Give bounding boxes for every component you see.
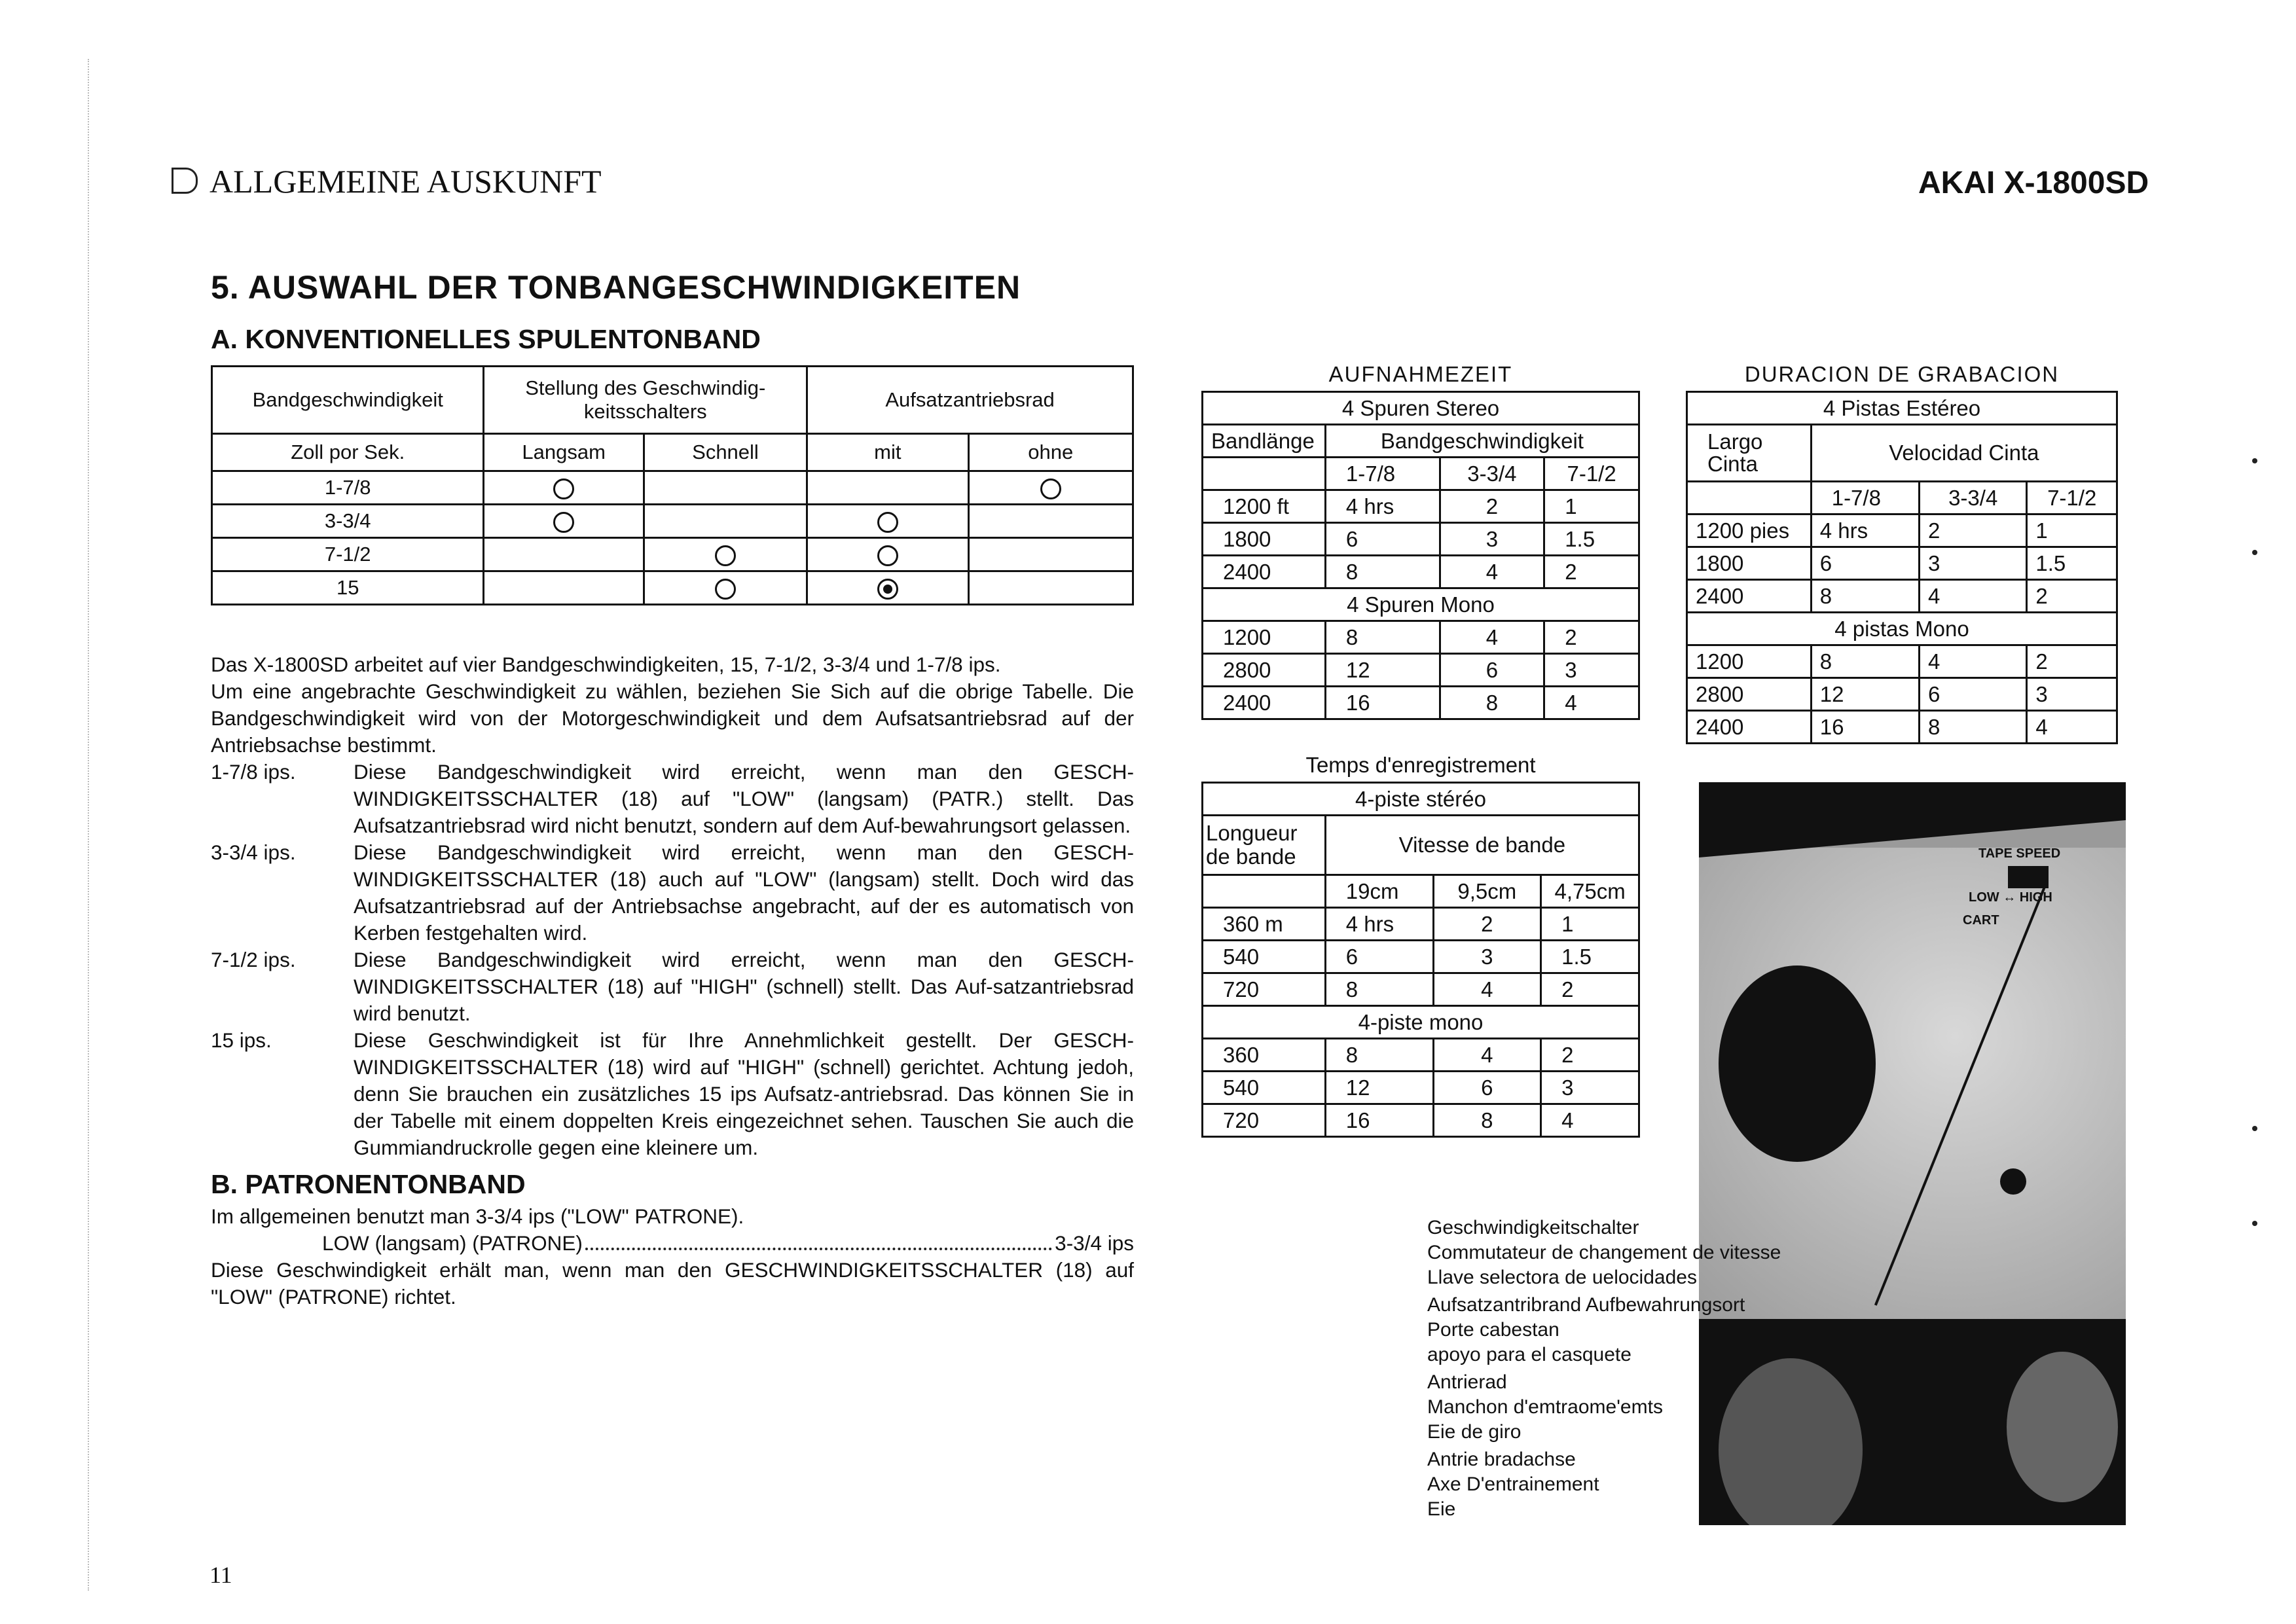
cell: 8: [1433, 1104, 1541, 1137]
callout-text: Eie: [1427, 1498, 1456, 1520]
cell: 720: [1203, 973, 1326, 1006]
table-row: [212, 471, 1133, 505]
table-row: [212, 571, 1133, 605]
deck-top-band: [1699, 782, 2126, 857]
table-title: Temps d'enregistrement: [1305, 753, 1536, 777]
cell: 2800: [1687, 678, 1812, 711]
table-row: [1203, 556, 1639, 588]
definition-item: [211, 759, 1134, 839]
table-row: [1203, 973, 1639, 1006]
cell: 8: [1325, 973, 1433, 1006]
callout-speed-switch: [1427, 1216, 1781, 1290]
edge-mark: [2252, 1221, 2257, 1226]
table-title: DURACION DE GRABACION: [1744, 362, 2060, 386]
small-switch: [2000, 1168, 2026, 1195]
mono-label: 4-piste mono: [1203, 1006, 1639, 1039]
table-row: [1687, 711, 2117, 744]
callout-text: Manchon d'emtraome'emts: [1427, 1396, 1663, 1418]
callout-text: Porte cabestan: [1427, 1319, 1559, 1341]
header-fast: Schnell: [644, 434, 807, 471]
cell: 360: [1203, 1039, 1326, 1072]
cell: 1.5: [2027, 547, 2117, 580]
speed-cell: 1-7/8: [212, 471, 484, 505]
table-row: [1687, 514, 2117, 547]
cell: 2: [1920, 514, 2027, 547]
header-speed: Bandgeschwindigkeit: [212, 367, 484, 434]
cell: 720: [1203, 1104, 1326, 1137]
cell: 1200: [1203, 621, 1326, 654]
definition-item: [211, 1027, 1134, 1161]
cell: 2: [1544, 621, 1639, 654]
cell: 2400: [1687, 711, 1812, 744]
stereo-label: 4-piste stéréo: [1203, 783, 1639, 816]
definition-text: Diese Bandgeschwindigkeit wird erreicht, wenn man den GESCH-WINDIGKEITSSCHALTER (18) auf "LOW" (langsam) (PATR.) stellt. Das Aufsatzantriebsrad wird nicht benutzt, sondern auf dem Auf-bewahrungsort gelassen.: [354, 760, 1134, 837]
cell: 2: [2027, 645, 2117, 678]
model-name: AKAI X-1800SD: [1918, 166, 2149, 200]
cell: 12: [1325, 1072, 1433, 1104]
cell: 4: [1440, 621, 1544, 654]
cell: 2400: [1203, 687, 1326, 719]
cell: 1200: [1687, 645, 1812, 678]
cell: 3: [1920, 547, 2027, 580]
col-length: Bandlänge: [1203, 425, 1326, 458]
definition-item: [211, 947, 1134, 1027]
subsection-a-title: A. KONVENTIONELLES SPULENTONBAND: [211, 324, 761, 354]
circle-icon: [715, 545, 736, 566]
header-with: mit: [807, 434, 968, 471]
callout-text: apoyo para el casquete: [1427, 1344, 1631, 1365]
scan-margin-line: [88, 59, 89, 1591]
table-row: [1687, 645, 2117, 678]
cell: 3: [2027, 678, 2117, 711]
cell: 2: [1440, 490, 1544, 523]
definition-text: Diese Geschwindigkeit ist für Ihre Annehmlichkeit gestellt. Der GESCH-WINDIGKEITSSCHALTER (18) wird auf "HIGH" (schnell) gerichtet. Achtung jedoh, denn Sie brauchen ein zusätzliches 15 ips Aufsatz-antriebsrad. Das können Sie in der Tabelle mit einem doppelten Kreis eingezeichnet sehen. Tauschen Sie auch die Gummiandruckrolle gegen eine kleinere um.: [354, 1028, 1134, 1159]
cart-setting-label: LOW (langsam) (PATRONE): [322, 1231, 583, 1255]
intro-paragraph: Um eine angebrachte Geschwindigkeit zu wählen, beziehen Sie Sich auf die obrige Tabelle. Die Bandgeschwindigkeit wird von der Motorgeschwindigkeit und dem Aufsatsantriebsrad auf der Antriebsachse bestimmt.: [211, 679, 1134, 757]
cell: 6: [1920, 678, 2027, 711]
speed-cell: 3-3/4: [212, 505, 484, 538]
recording-time-table-fr: [1201, 753, 1640, 1138]
page-number: 11: [210, 1562, 232, 1588]
col-length: Largo Cinta: [1687, 425, 1812, 482]
cell: 4: [1920, 580, 2027, 613]
cell: 8: [1811, 645, 1919, 678]
cart-label: CART: [1963, 913, 1999, 928]
cell: 3: [1433, 941, 1541, 973]
speed-cell: 15: [212, 571, 484, 605]
table-row: [1203, 654, 1639, 687]
cell: 1.5: [1544, 523, 1639, 556]
cell: 1: [1541, 908, 1639, 941]
section-title: ALLGEMEINE AUSKUNFT: [210, 163, 602, 200]
table-row: [1687, 580, 2117, 613]
mono-label: 4 pistas Mono: [1687, 613, 2117, 645]
header-capstan: Aufsatzantriebsrad: [807, 367, 1133, 434]
tape-speed-label: TAPE SPEED: [1978, 846, 2061, 861]
low-label: LOW: [1969, 890, 1999, 905]
cell: 8: [1325, 1039, 1433, 1072]
speed-header: 3-3/4: [1920, 482, 2027, 514]
cell: 1: [1544, 490, 1639, 523]
cell: 2: [1541, 973, 1639, 1006]
cart-setting-value: 3-3/4 ips: [1055, 1231, 1134, 1255]
body-text: [211, 651, 1134, 1310]
callout-text: Aufsatzantribrand Aufbewahrungsort: [1427, 1294, 1745, 1316]
speed-header: 1-7/8: [1811, 482, 1919, 514]
definition-text: Diese Bandgeschwindigkeit wird erreicht, wenn man den GESCH-WINDIGKEITSSCHALTER (18) auch auf "LOW" (langsam) stellt. Doch wird das Aufsatzantriebsrad auf der Antriebsachse angebracht, auf der es automatisch von Kerben festgehalten wird.: [354, 840, 1134, 945]
table-title: AUFNAHMEZEIT: [1328, 362, 1513, 386]
table-row: [1203, 621, 1639, 654]
high-label: HIGH: [2019, 890, 2052, 905]
callout-drive-axle: [1427, 1447, 1781, 1522]
cell: 1800: [1687, 547, 1812, 580]
table-row: [1203, 1039, 1639, 1072]
stereo-label: 4 Pistas Estéreo: [1687, 392, 2117, 425]
cell: 1: [2027, 514, 2117, 547]
cell: 4: [1433, 1039, 1541, 1072]
speed-header: 7-1/2: [2027, 482, 2117, 514]
cell: 4 hrs: [1811, 514, 1919, 547]
cell: 2: [1541, 1039, 1639, 1072]
circle-icon: [1040, 478, 1061, 499]
double-circle-icon: [877, 579, 898, 600]
table-row: [1203, 523, 1639, 556]
cell: 4: [1433, 973, 1541, 1006]
header-without: ohne: [968, 434, 1133, 471]
cell: 2: [1433, 908, 1541, 941]
cell: 4 hrs: [1325, 490, 1440, 523]
cell: 540: [1203, 1072, 1326, 1104]
cell: 8: [1811, 580, 1919, 613]
cell: 540: [1203, 941, 1326, 973]
cell: 4: [1440, 556, 1544, 588]
definition-key: 7-1/2 ips.: [211, 948, 296, 971]
col-length: Longueur de bande: [1203, 816, 1326, 875]
col-speed: Vitesse de bande: [1325, 816, 1639, 875]
intro-paragraph: Das X-1800SD arbeitet auf vier Bandgeschwindigkeiten, 15, 7-1/2, 3-3/4 und 1-7/8 ips.: [211, 653, 1001, 676]
definition-key: 1-7/8 ips.: [211, 760, 296, 784]
table-row: [1203, 908, 1639, 941]
speed-header: 1-7/8: [1325, 458, 1440, 490]
cart-setting-line: [211, 1230, 1134, 1257]
cell: 2: [1544, 556, 1639, 588]
cell: 6: [1811, 547, 1919, 580]
cell: 2400: [1203, 556, 1326, 588]
recording-time-table-es: [1686, 362, 2118, 744]
edge-mark: [2252, 458, 2257, 463]
cell: 2400: [1687, 580, 1812, 613]
cell: 6: [1325, 941, 1433, 973]
cell: 2800: [1203, 654, 1326, 687]
callout-text: Commutateur de changement de vitesse: [1427, 1242, 1781, 1263]
language-tab-icon: [172, 168, 198, 194]
cell: 4: [1544, 687, 1639, 719]
table-row: [1687, 547, 2117, 580]
callout-text: Eie de giro: [1427, 1421, 1522, 1443]
table-row: [212, 538, 1133, 571]
dot-leader: [585, 1230, 1052, 1250]
cell: 4 hrs: [1325, 908, 1433, 941]
cell: 360 m: [1203, 908, 1326, 941]
cart-intro: Im allgemeinen benutzt man 3-3/4 ips ("LOW" PATRONE).: [211, 1204, 744, 1228]
speed-header: 9,5cm: [1433, 875, 1541, 908]
cell: 3: [1440, 523, 1544, 556]
cart-note: Diese Geschwindigkeit erhält man, wenn man den GESCHWINDIGKEITSSCHALTER (18) auf "LOW" (PATRONE) richtet.: [211, 1258, 1134, 1308]
cell: 8: [1325, 621, 1440, 654]
table-row: [1203, 1072, 1639, 1104]
header-slow: Langsam: [484, 434, 644, 471]
speed-selection-table: [211, 365, 1134, 605]
col-speed: Velocidad Cinta: [1811, 425, 2117, 482]
cell: 4: [1920, 645, 2027, 678]
cell: 6: [1440, 654, 1544, 687]
cell: 8: [1440, 687, 1544, 719]
cell: 12: [1811, 678, 1919, 711]
cell: 16: [1811, 711, 1919, 744]
header-switch: Stellung des Geschwindig-keitsschalters: [484, 367, 807, 434]
speed-header: 4,75cm: [1541, 875, 1639, 908]
cell: 1200 ft: [1203, 490, 1326, 523]
cell: 1200 pies: [1687, 514, 1812, 547]
stereo-label: 4 Spuren Stereo: [1203, 392, 1639, 425]
circle-icon: [715, 579, 736, 600]
callout-text: Axe D'entrainement: [1427, 1473, 1599, 1495]
table-row: [212, 505, 1133, 538]
callout-text: Geschwindigkeitschalter: [1427, 1217, 1639, 1238]
callout-storage: [1427, 1293, 1781, 1367]
edge-mark: [2252, 550, 2257, 555]
cell: 8: [1920, 711, 2027, 744]
cell: 3: [1541, 1072, 1639, 1104]
cell: 6: [1433, 1072, 1541, 1104]
chapter-title: 5. AUSWAHL DER TONBANGESCHWINDIGKEITEN: [211, 269, 1021, 306]
circle-icon: [553, 478, 574, 499]
circle-icon: [877, 545, 898, 566]
callout-text: Llave selectora de uelocidades: [1427, 1267, 1697, 1288]
cell: 1.5: [1541, 941, 1639, 973]
recording-time-table-de: [1201, 362, 1640, 720]
mono-label: 4 Spuren Mono: [1203, 588, 1639, 621]
subsection-b-title: B. PATRONENTONBAND: [211, 1169, 526, 1199]
table-row: [1687, 678, 2117, 711]
circle-icon: [877, 512, 898, 533]
cell: 8: [1325, 556, 1440, 588]
speed-header: 7-1/2: [1544, 458, 1639, 490]
speed-switch: [2008, 866, 2049, 888]
table-row: [1203, 687, 1639, 719]
definition-text: Diese Bandgeschwindigkeit wird erreicht, wenn man den GESCH-WINDIGKEITSSCHALTER (18) auf "HIGH" (schnell) stellt. Das Auf-satzantriebsrad wird benutzt.: [354, 948, 1134, 1025]
cell: 16: [1325, 1104, 1433, 1137]
cell: 16: [1325, 687, 1440, 719]
callout-drive-wheel: [1427, 1370, 1781, 1445]
table-row: [1203, 490, 1639, 523]
table-row: [1203, 941, 1639, 973]
photo-callouts: [1427, 1216, 1781, 1525]
cell: 2: [2027, 580, 2117, 613]
cell: 6: [1325, 523, 1440, 556]
reel-knob: [1719, 965, 1876, 1162]
callout-text: Antrierad: [1427, 1371, 1507, 1393]
speed-header: 19cm: [1325, 875, 1433, 908]
low-high-label: LOW ↔ HIGH: [1969, 890, 2052, 905]
table-row: [1203, 1104, 1639, 1137]
section-header: [172, 162, 602, 200]
definition-key: 15 ips.: [211, 1028, 272, 1052]
cell: 3: [1544, 654, 1639, 687]
callout-text: Antrie bradachse: [1427, 1449, 1576, 1470]
definition-key: 3-3/4 ips.: [211, 840, 296, 864]
speed-cell: 7-1/2: [212, 538, 484, 571]
cell: 12: [1325, 654, 1440, 687]
cell: 4: [1541, 1104, 1639, 1137]
pinch-roller: [2007, 1352, 2118, 1502]
definition-item: [211, 839, 1134, 947]
col-speed: Bandgeschwindigkeit: [1325, 425, 1639, 458]
edge-mark: [2252, 1126, 2257, 1131]
circle-icon: [553, 512, 574, 533]
header-unit: Zoll por Sek.: [212, 434, 484, 471]
cell: 1800: [1203, 523, 1326, 556]
cell: 4: [2027, 711, 2117, 744]
speed-header: 3-3/4: [1440, 458, 1544, 490]
